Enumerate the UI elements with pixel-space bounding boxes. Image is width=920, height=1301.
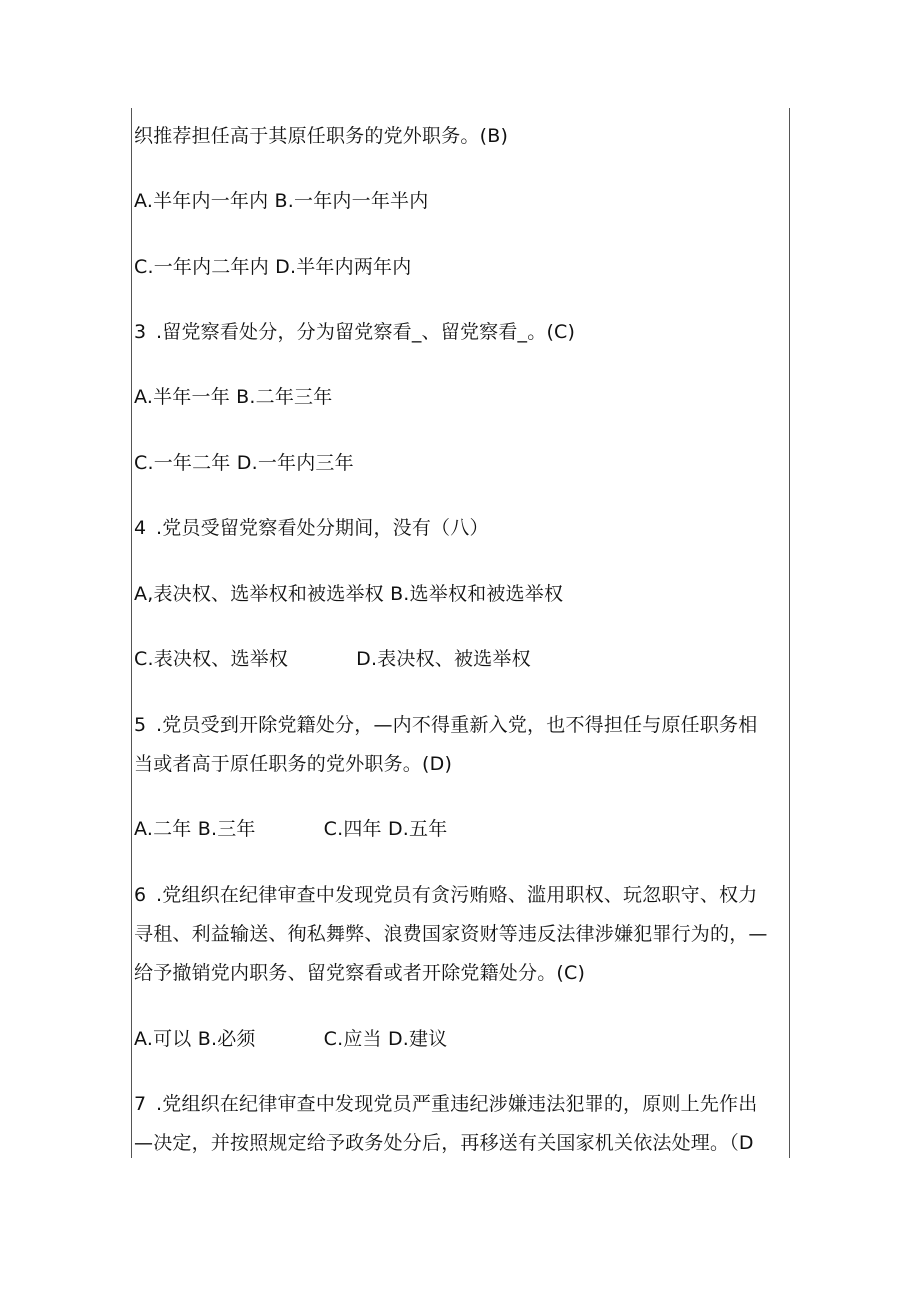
q4-text: .党员受留党察看处分期间，没有（八） [156,517,489,539]
q7-text: .党组织在纪律审查中发现党员严重违纪涉嫌违法犯罪的，原则上先作出 [156,1093,758,1115]
q5-continuation: 当或者高于原任职务的党外职务。(D) [134,753,453,775]
q5-options-ab: A.二年 B.三年 [134,818,256,840]
q6-continuation-2: 给予撤销党内职务、留党察看或者开除党籍处分。(C) [134,962,586,984]
q7-number: 7 [134,1093,147,1115]
q4-options-cd [134,647,531,671]
q2-continuation: 织推荐担任高于其原任职务的党外职务。(B) [134,125,509,147]
q4-option-d: D.表决权、被选举权 [356,648,531,670]
q6-options-cd: C.应当 D.建议 [323,1028,448,1050]
q5-options-cd: C.四年 D.五年 [323,818,448,840]
q6-number: 6 [134,884,147,906]
q4-number: 4 [134,517,147,539]
q4-option-c: C.表决权、选举权 [134,648,289,670]
q5-options [134,817,447,841]
q6-options [134,1027,447,1051]
q6-continuation-1: 寻租、利益输送、徇私舞弊、浪费国家资财等违反法律涉嫌犯罪行为的，— [134,923,768,945]
right-border-line [789,108,790,1158]
q4-options-ab: A,表决权、选举权和被选举权 B.选举权和被选举权 [134,583,564,605]
q3-options-cd: C.一年二年 D.一年内三年 [134,452,354,474]
q3-question [134,320,575,344]
q6-text: .党组织在纪律审查中发现党员有贪污贿赂、滥用职权、玩忽职守、权力 [156,884,758,906]
q5-question [134,713,757,737]
q6-question [134,883,757,907]
q7-question [134,1092,757,1116]
q7-continuation: —决定，并按照规定给予政务处分后，再移送有关国家机关依法处理。（D [134,1132,754,1154]
q5-text: .党员受到开除党籍处分，—内不得重新入党，也不得担任与原任职务相 [156,714,758,736]
q2-options-ab: A.半年内一年内 B.一年内一年半内 [134,190,429,212]
q3-number: 3 [134,321,147,343]
q3-options-ab: A.半年一年 B.二年三年 [134,386,333,408]
q4-question [134,516,489,540]
q2-options-cd: C.一年内二年内 D.半年内两年内 [134,256,412,278]
q6-options-ab: A.可以 B.必须 [134,1028,256,1050]
q3-text: .留党察看处分，分为留党察看_、留党察看_。(C) [156,321,576,343]
q5-number: 5 [134,714,147,736]
left-border-line [131,108,132,1158]
